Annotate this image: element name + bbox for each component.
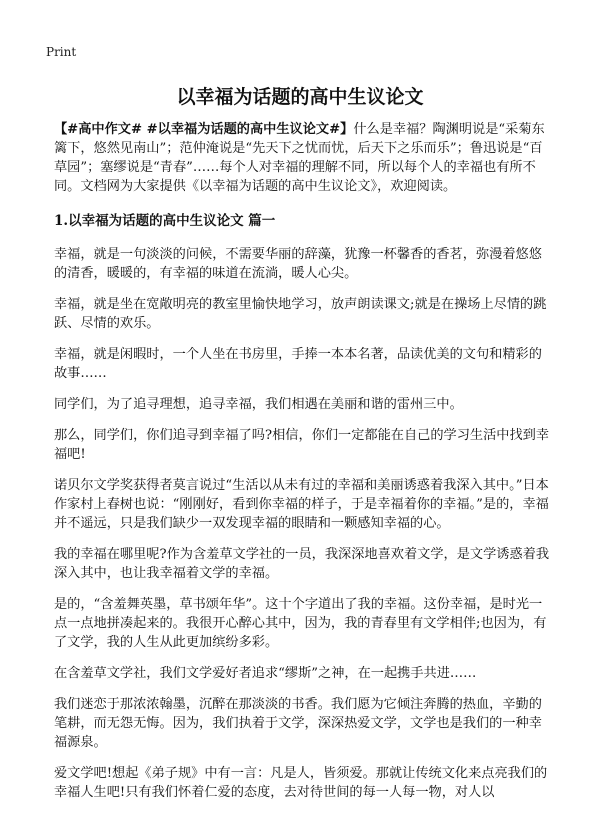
- paragraph: 我们迷恋于那浓浓翰墨，沉醉在那淡淡的书香。我们愿为它倾注奔腾的热血，辛勤的笔耕，而无怨无悔。因为，我们执着于文学，深深热爱文学，文学也是我们的一种幸福源泉。: [54, 697, 542, 750]
- intro-tag: 【#高中作文# #以幸福为话题的高中生议论文#】: [54, 122, 354, 137]
- paragraph: 那么，同学们，你们追寻到幸福了吗?相信，你们一定都能在自己的学习生活中找到幸福吧!: [54, 428, 550, 462]
- paragraph: 同学们，为了追寻理想，追寻幸福，我们相遇在美丽和谐的雷州三中。: [54, 397, 463, 412]
- intro-paragraph: [54, 120, 550, 196]
- page-title: 以幸福为话题的高中生议论文: [176, 86, 424, 108]
- article-body: [54, 120, 550, 814]
- paragraph: 幸福，就是闲暇时，一个人坐在书房里，手捧一本本名著，品读优美的文句和精彩的故事……: [54, 347, 542, 381]
- paragraph: 幸福，就是一句淡淡的问候，不需要华丽的辞藻，犹豫一杯馨香的香茗，弥漫着悠悠的清香，暖暖的，有幸福的味道在流淌，暖人心尖。: [54, 247, 542, 281]
- paragraph: 是的，“含羞舞英墨，草书颂年华”。这十个字道出了我的幸福。这份幸福，是时光一点一点地拼凑起来的。我很开心醉心其中，因为，我的青春里有文学相伴;也因为，有了文学，我的人生从此更加缤纷多彩。: [54, 597, 547, 650]
- paragraph: 爱文学吧!想起《弟子规》中有一言：凡是人，皆须爱。那就让传统文化来点亮我们的幸福人生吧!只有我们怀着仁爱的态度，去对待世间的每一人每一物，对人以: [54, 766, 548, 800]
- paragraph: 幸福，就是坐在宽敞明亮的教室里愉快地学习，放声朗读课文;就是在操场上尽情的跳跃、尽情的欢乐。: [54, 297, 547, 331]
- print-link[interactable]: Print: [46, 45, 77, 59]
- paragraph: 诺贝尔文学奖获得者莫言说过“生活以从未有过的幸福和美丽诱惑着我深入其中。”日本作家村上春树也说：“刚刚好，看到你幸福的样子，于是幸福着你的幸福。”是的，幸福并不遥远，只是我们缺少一双发现幸福的眼睛和一颗感知幸福的心。: [54, 478, 549, 531]
- intro-text: 什么是幸福？陶渊明说是“采菊东篱下，悠然见南山”；范仲淹说是“先天下之忧而忧，后天下之乐而乐”；鲁迅说是“百草园”；塞缪说是“青春”……每个人对幸福的理解不同，所以每个人的幸福也有所不同。文档网为大家提供《以幸福为话题的高中生议论文》，欢迎阅读。: [54, 122, 545, 194]
- paragraph: 在含羞草文学社，我们文学爱好者追求“缪斯”之神，在一起携手共进……: [54, 666, 477, 681]
- section-heading: 1.以幸福为话题的高中生议论文 篇一: [54, 213, 276, 229]
- paragraph: 我的幸福在哪里呢?作为含羞草文学社的一员，我深深地喜欢着文学，是文学诱惑着我深入其中，也让我幸福着文学的幸福。: [54, 547, 550, 581]
